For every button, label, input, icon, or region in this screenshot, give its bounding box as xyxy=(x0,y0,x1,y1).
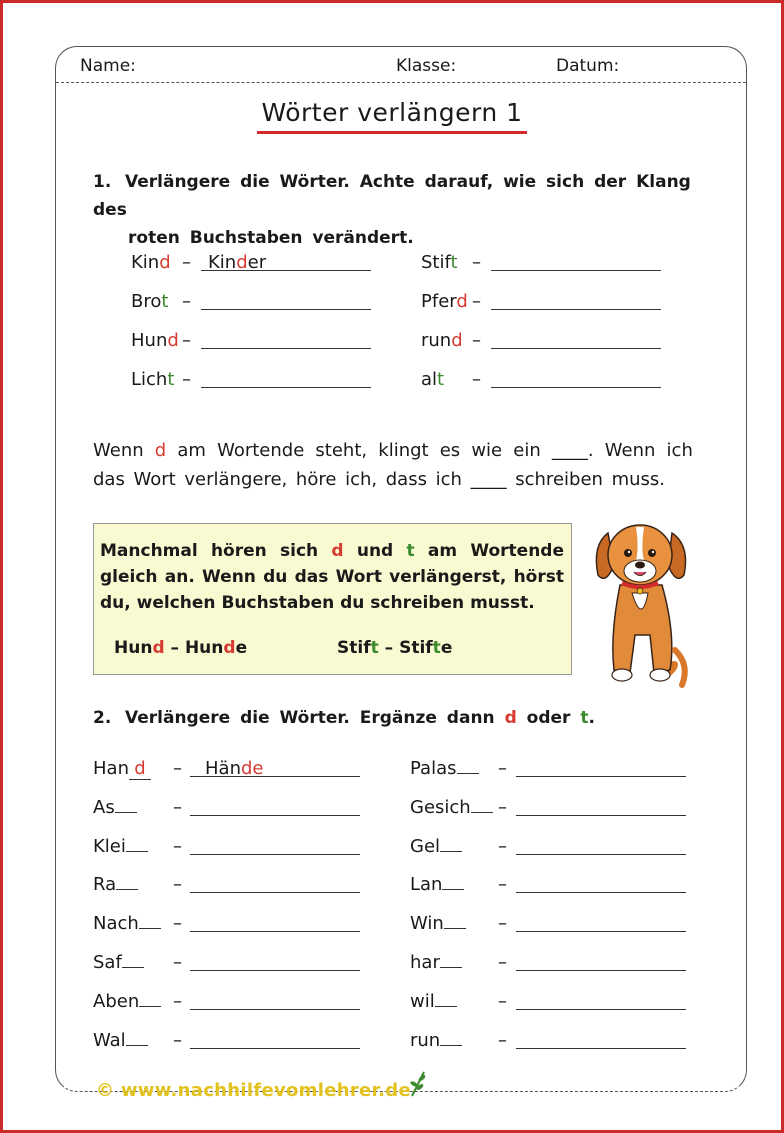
task1-line2: roten Buchstaben verändert. xyxy=(128,228,414,248)
word xyxy=(421,252,458,273)
task1-row xyxy=(131,369,381,395)
task1-number: 1. xyxy=(93,172,112,192)
dash: – xyxy=(182,291,191,312)
word-stem: Lich xyxy=(131,369,168,390)
info-box xyxy=(93,523,572,675)
word-ending: d xyxy=(451,330,463,351)
task2-text3: . xyxy=(588,708,595,728)
filled-letter: d xyxy=(134,758,146,779)
dash: – xyxy=(182,369,191,390)
word-stem: Klei xyxy=(93,835,126,857)
answer-line[interactable] xyxy=(491,387,661,388)
answer-line[interactable] xyxy=(491,348,661,349)
task1-row xyxy=(421,252,671,278)
task1-row xyxy=(131,252,381,278)
dash: – xyxy=(173,913,182,935)
word-stem: Gel xyxy=(410,835,441,857)
paragraph-word: ich xyxy=(666,440,693,461)
word xyxy=(131,330,179,351)
task2-text2: oder xyxy=(526,708,571,728)
paragraph-word: das xyxy=(93,469,125,490)
letter-blank[interactable] xyxy=(122,967,144,968)
letter-blank[interactable] xyxy=(442,889,464,890)
dog-illustration xyxy=(590,515,695,690)
dash: – xyxy=(472,291,481,312)
title-text: Wörter verlängern 1 xyxy=(257,98,526,134)
dash: – xyxy=(182,330,191,351)
ex1-end: d xyxy=(152,638,165,658)
letter-blank[interactable] xyxy=(139,928,161,929)
answer-line[interactable] xyxy=(516,1009,686,1010)
word xyxy=(410,913,466,934)
word xyxy=(93,952,144,973)
word-ending: d xyxy=(456,291,468,312)
word xyxy=(131,291,168,312)
paragraph-word: Wortende xyxy=(217,440,305,461)
word xyxy=(131,369,174,390)
example-answer xyxy=(205,758,263,779)
ex1-stem: Hun xyxy=(114,638,153,658)
dash: – xyxy=(173,758,182,779)
paragraph-word: ____. xyxy=(551,440,594,461)
info-text xyxy=(100,538,564,616)
dash: – xyxy=(472,330,481,351)
answer-line[interactable] xyxy=(516,1048,686,1049)
task2-letter-d: d xyxy=(504,708,517,728)
answer-suffix: er xyxy=(247,252,267,273)
word-stem: Bro xyxy=(131,291,162,312)
ex2-end2: t xyxy=(432,638,441,658)
footer-copyright: © www.nachhilfevomlehrer.de xyxy=(96,1080,411,1101)
letter-blank[interactable] xyxy=(435,1006,457,1007)
info-letter-d: d xyxy=(331,541,344,561)
paragraph-word: steht, xyxy=(315,440,368,461)
word xyxy=(131,252,171,273)
answer-line[interactable] xyxy=(201,309,371,310)
answer-line[interactable] xyxy=(491,309,661,310)
task1-line1: Verlängere die Wörter. Achte darauf, wie sich der Klang des xyxy=(93,172,691,220)
task2-letter-t: t xyxy=(580,708,589,728)
word xyxy=(421,369,444,390)
info-example-hund xyxy=(114,638,247,658)
letter-blank[interactable] xyxy=(115,812,137,813)
word-stem: Lan xyxy=(410,874,443,896)
paragraph-word: verlängere, xyxy=(184,469,288,490)
task2-row xyxy=(93,836,383,862)
info-text-part2: und xyxy=(356,541,394,561)
word-stem: wil xyxy=(410,990,435,1012)
page-title xyxy=(0,98,784,127)
answer-line[interactable] xyxy=(201,348,371,349)
word xyxy=(410,758,479,779)
answer-line[interactable] xyxy=(201,387,371,388)
word-ending: t xyxy=(450,252,458,273)
paragraph-word: schreiben xyxy=(515,469,603,490)
dash: – xyxy=(173,990,182,1012)
paragraph-word: Wenn xyxy=(93,440,144,461)
word-stem: Hun xyxy=(131,330,168,351)
dash: – xyxy=(498,913,507,935)
paragraph-word: muss. xyxy=(611,469,665,490)
paragraph-word: ____ xyxy=(470,469,507,490)
task2-row xyxy=(93,874,383,900)
word xyxy=(93,913,161,934)
answer-line[interactable] xyxy=(516,854,686,855)
ex1-stem2: Hun xyxy=(184,638,224,658)
word-ending: d xyxy=(167,330,179,351)
word-stem: Ra xyxy=(93,874,117,896)
info-text-part1: Manchmal hören sich xyxy=(100,541,319,561)
dash: – xyxy=(498,758,507,779)
task2-row xyxy=(410,836,700,862)
paragraph-word: d xyxy=(154,440,167,461)
leaf-icon xyxy=(406,1070,430,1098)
paragraph-word: dass xyxy=(385,469,427,490)
answer-line[interactable] xyxy=(190,1048,360,1049)
answer-line[interactable] xyxy=(516,776,686,777)
letter-blank[interactable] xyxy=(126,851,148,852)
word xyxy=(410,836,462,857)
paragraph-word: wie xyxy=(471,440,503,461)
letter-blank[interactable] xyxy=(444,928,466,929)
answer-line[interactable] xyxy=(190,815,360,816)
word xyxy=(93,991,161,1012)
ex2-end: t xyxy=(370,638,379,658)
word-stem: Saf xyxy=(93,952,122,973)
task2-instructions xyxy=(93,704,595,732)
task2-row xyxy=(93,952,383,978)
answer-line[interactable] xyxy=(190,931,360,932)
word-ending: t xyxy=(161,291,169,312)
word xyxy=(93,874,138,895)
paragraph-word: höre xyxy=(295,469,337,490)
paragraph-word: ein xyxy=(513,440,541,461)
dash: – xyxy=(173,1029,182,1051)
task2-row xyxy=(410,797,700,823)
ex1-suffix: e xyxy=(235,638,248,658)
word-stem: Pfer xyxy=(421,291,457,312)
ex2-stem2: Stif xyxy=(399,638,433,658)
word-stem: al xyxy=(421,369,438,390)
rule-paragraph xyxy=(93,436,693,494)
word-ending: t xyxy=(167,369,175,390)
task1-row xyxy=(421,330,671,356)
answer-line[interactable] xyxy=(516,815,686,816)
task1-instructions xyxy=(93,168,693,252)
letter-blank[interactable] xyxy=(457,773,479,774)
dash: – xyxy=(173,874,182,896)
task1-row xyxy=(421,369,671,395)
task2-row xyxy=(410,952,700,978)
word xyxy=(93,758,151,780)
task2-row xyxy=(410,913,700,939)
paragraph-word: am xyxy=(177,440,206,461)
word-stem: As xyxy=(93,796,115,818)
ex1-end2: d xyxy=(223,638,236,658)
task1-row xyxy=(131,291,381,317)
letter-blank[interactable] xyxy=(440,1045,462,1046)
dash: – xyxy=(498,952,507,973)
info-example-stift xyxy=(337,638,452,658)
paragraph-word: klingt xyxy=(378,440,429,461)
word xyxy=(93,1030,148,1051)
task2-row xyxy=(93,758,383,784)
task2-row xyxy=(93,913,383,939)
dash: – xyxy=(498,990,507,1012)
dash: – xyxy=(498,874,507,896)
word xyxy=(410,797,493,818)
dash: – xyxy=(472,252,481,273)
task1-row xyxy=(421,291,671,317)
word xyxy=(410,952,462,973)
word xyxy=(93,797,137,818)
letter-blank[interactable] xyxy=(126,1045,148,1046)
word-ending: t xyxy=(437,369,445,390)
answer-line[interactable] xyxy=(516,970,686,971)
word-stem: Han xyxy=(93,758,129,779)
word xyxy=(410,874,464,895)
ex2-sep: – xyxy=(378,638,400,658)
word-stem: Gesich xyxy=(410,796,471,818)
letter-blank[interactable] xyxy=(139,1006,161,1007)
word xyxy=(410,991,457,1012)
answer-line[interactable] xyxy=(516,892,686,893)
word-stem: Nach xyxy=(93,913,139,935)
paragraph-word: ich xyxy=(435,469,462,490)
answer-line[interactable] xyxy=(190,892,360,893)
word-stem: Wal xyxy=(93,1029,126,1051)
dash: – xyxy=(472,369,481,390)
dash: – xyxy=(498,835,507,857)
answer-line[interactable] xyxy=(190,1009,360,1010)
task1-row xyxy=(131,330,381,356)
letter-blank[interactable] xyxy=(116,889,138,890)
info-letter-t: t xyxy=(406,541,415,561)
paragraph-word: ich, xyxy=(345,469,378,490)
task2-row xyxy=(93,797,383,823)
word-stem: run xyxy=(410,1029,441,1051)
answer-stem: Kin xyxy=(208,252,237,273)
dash: – xyxy=(173,835,182,857)
letter-blank[interactable] xyxy=(471,812,493,813)
word-stem: Win xyxy=(410,913,444,935)
word-stem: har xyxy=(410,952,440,973)
paragraph-word: es xyxy=(439,440,461,461)
task2-row xyxy=(410,758,700,784)
word xyxy=(93,836,148,857)
class-label: Klasse: xyxy=(396,56,457,76)
answer-line[interactable] xyxy=(516,931,686,932)
task2-number: 2. xyxy=(93,708,112,728)
answer-suffix: de xyxy=(240,758,264,779)
example-answer xyxy=(208,252,266,273)
info-text-part3: am Wortende gleich an. Wenn du das Wort verlängerst, hörst du, welchen Buchstaben du schreiben musst. xyxy=(100,541,565,613)
ex2-stem: Stif xyxy=(337,638,371,658)
word-stem: Aben xyxy=(93,990,140,1012)
dash: – xyxy=(182,252,191,273)
task2-row xyxy=(410,991,700,1017)
letter-blank[interactable] xyxy=(129,758,151,780)
dash: – xyxy=(498,796,507,818)
dash: – xyxy=(173,796,182,818)
date-label: Datum: xyxy=(556,56,620,76)
word-stem: Palas xyxy=(410,758,457,779)
word-stem: run xyxy=(421,330,452,351)
paragraph-word: Wort xyxy=(133,469,176,490)
word xyxy=(421,330,463,351)
answer-line[interactable] xyxy=(190,854,360,855)
dash: – xyxy=(498,1029,507,1051)
task2-row xyxy=(410,874,700,900)
answer-letter: d xyxy=(236,252,248,273)
answer-stem: Hän xyxy=(205,758,241,779)
header-divider xyxy=(56,82,746,83)
word xyxy=(410,1030,462,1051)
dash: – xyxy=(173,952,182,973)
answer-line[interactable] xyxy=(190,970,360,971)
ex1-sep: – xyxy=(164,638,185,658)
name-label: Name: xyxy=(80,56,136,76)
letter-blank[interactable] xyxy=(440,851,462,852)
task2-text1: Verlängere die Wörter. Ergänze dann xyxy=(125,708,495,728)
word-stem: Stif xyxy=(421,252,451,273)
task2-row xyxy=(93,1030,383,1056)
letter-blank[interactable] xyxy=(440,967,462,968)
answer-line[interactable] xyxy=(491,270,661,271)
task2-row xyxy=(93,991,383,1017)
word-ending: d xyxy=(159,252,171,273)
word xyxy=(421,291,468,312)
word-stem: Kin xyxy=(131,252,160,273)
task2-row xyxy=(410,1030,700,1056)
ex2-suffix: e xyxy=(440,638,453,658)
paragraph-word: Wenn xyxy=(604,440,656,461)
